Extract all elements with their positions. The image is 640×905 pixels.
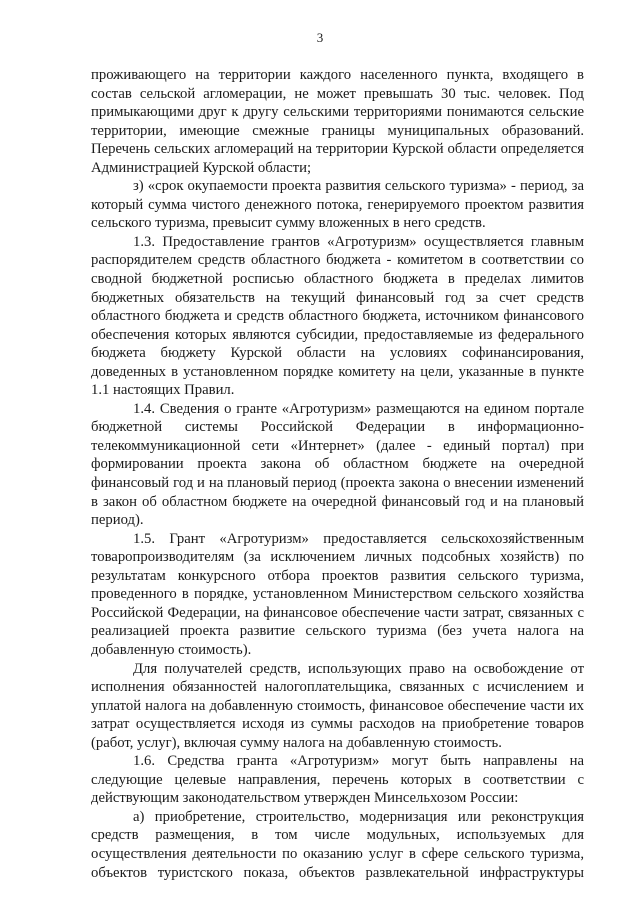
paragraph-continuation: проживающего на территории каждого населенного пункта, входящего в состав сельской агломерации, не может превышать 30 тыс. человек. Под примыкающими друг к другу сельскими территориями понимаются сельские территории, имеющие смежные границы муниципальных образований. Перечень сельских агломераций на территории Курской области определяется Администрацией Курской области;: [91, 67, 584, 176]
paragraph-vat-exemption: Для получателей средств, использующих право на освобождение от исполнения обязанностей налогоплательщика, связанных с исчислением и уплатой налога на добавленную стоимость, финансовое обеспечение части их затрат осуществляется исходя из суммы расходов на приобретение товаров (работ, услуг), включая сумму налога на добавленную стоимость.: [91, 660, 584, 751]
paragraph-1-3: 1.3. Предоставление грантов «Агротуризм» осуществляется главным распорядителем средств областного бюджета - комитетом в соответствии со сводной бюджетной росписью областного бюджета в пределах лимитов бюджетных обязательств на текущий финансовый год за счет средств областного бюджета и средств областного бюджета, источником финансового обеспечения которых являются субсидии, предоставляемые из федерального бюджета бюджету Курской области на условиях софинансирования, доведенных в установленном порядке комитету на цели, указанные в пункте 1.1 настоящих Правил.: [91, 233, 584, 399]
paragraph-1-6: 1.6. Средства гранта «Агротуризм» могут быть направлены на следующие целевые направления, перечень которых в соответствии с действующим законодательством утвержден Минсельхозом России:: [91, 753, 584, 807]
paragraph-definition-z: з) «срок окупаемости проекта развития сельского туризма» - период, за который сумма чистого денежного потока, генерируемого проектом развития сельского туризма, превысит сумму вложенных в него средств.: [91, 178, 584, 232]
paragraph-1-5: 1.5. Грант «Агротуризм» предоставляется сельскохозяйственным товаропроизводителям (за исключением личных подсобных хозяйств) по результатам конкурсного отбора проектов развития сельского туризма, проведенного в порядке, установленном Министерством сельского хозяйства Российской Федерации, на финансовое обеспечение части затрат, связанных с реализацией проекта развитие сельского туризма (без учета налога на добавленную стоимость).: [91, 530, 584, 658]
page-number: 3: [316, 30, 324, 45]
paragraph-1-4: 1.4. Сведения о гранте «Агротуризм» размещаются на едином портале бюджетной системы Российской Федерации в информационно-телекоммуникационной сети «Интернет» (далее - единый портал) при формировании проекта закона об областном бюджете на очередной финансовый год и на плановый период (проекта закона о внесении изменений в закон об областном бюджете на очередной финансовый год и на плановый период).: [91, 400, 584, 529]
document-body: [91, 66, 584, 882]
paragraph-item-a: а) приобретение, строительство, модернизация или реконструкция средств размещения, в том числе модульных, используемых для осуществления деятельности по оказанию услуг в сфере сельского туризма, объектов туристского показа, объектов развлекательной инфраструктуры: [91, 808, 584, 881]
